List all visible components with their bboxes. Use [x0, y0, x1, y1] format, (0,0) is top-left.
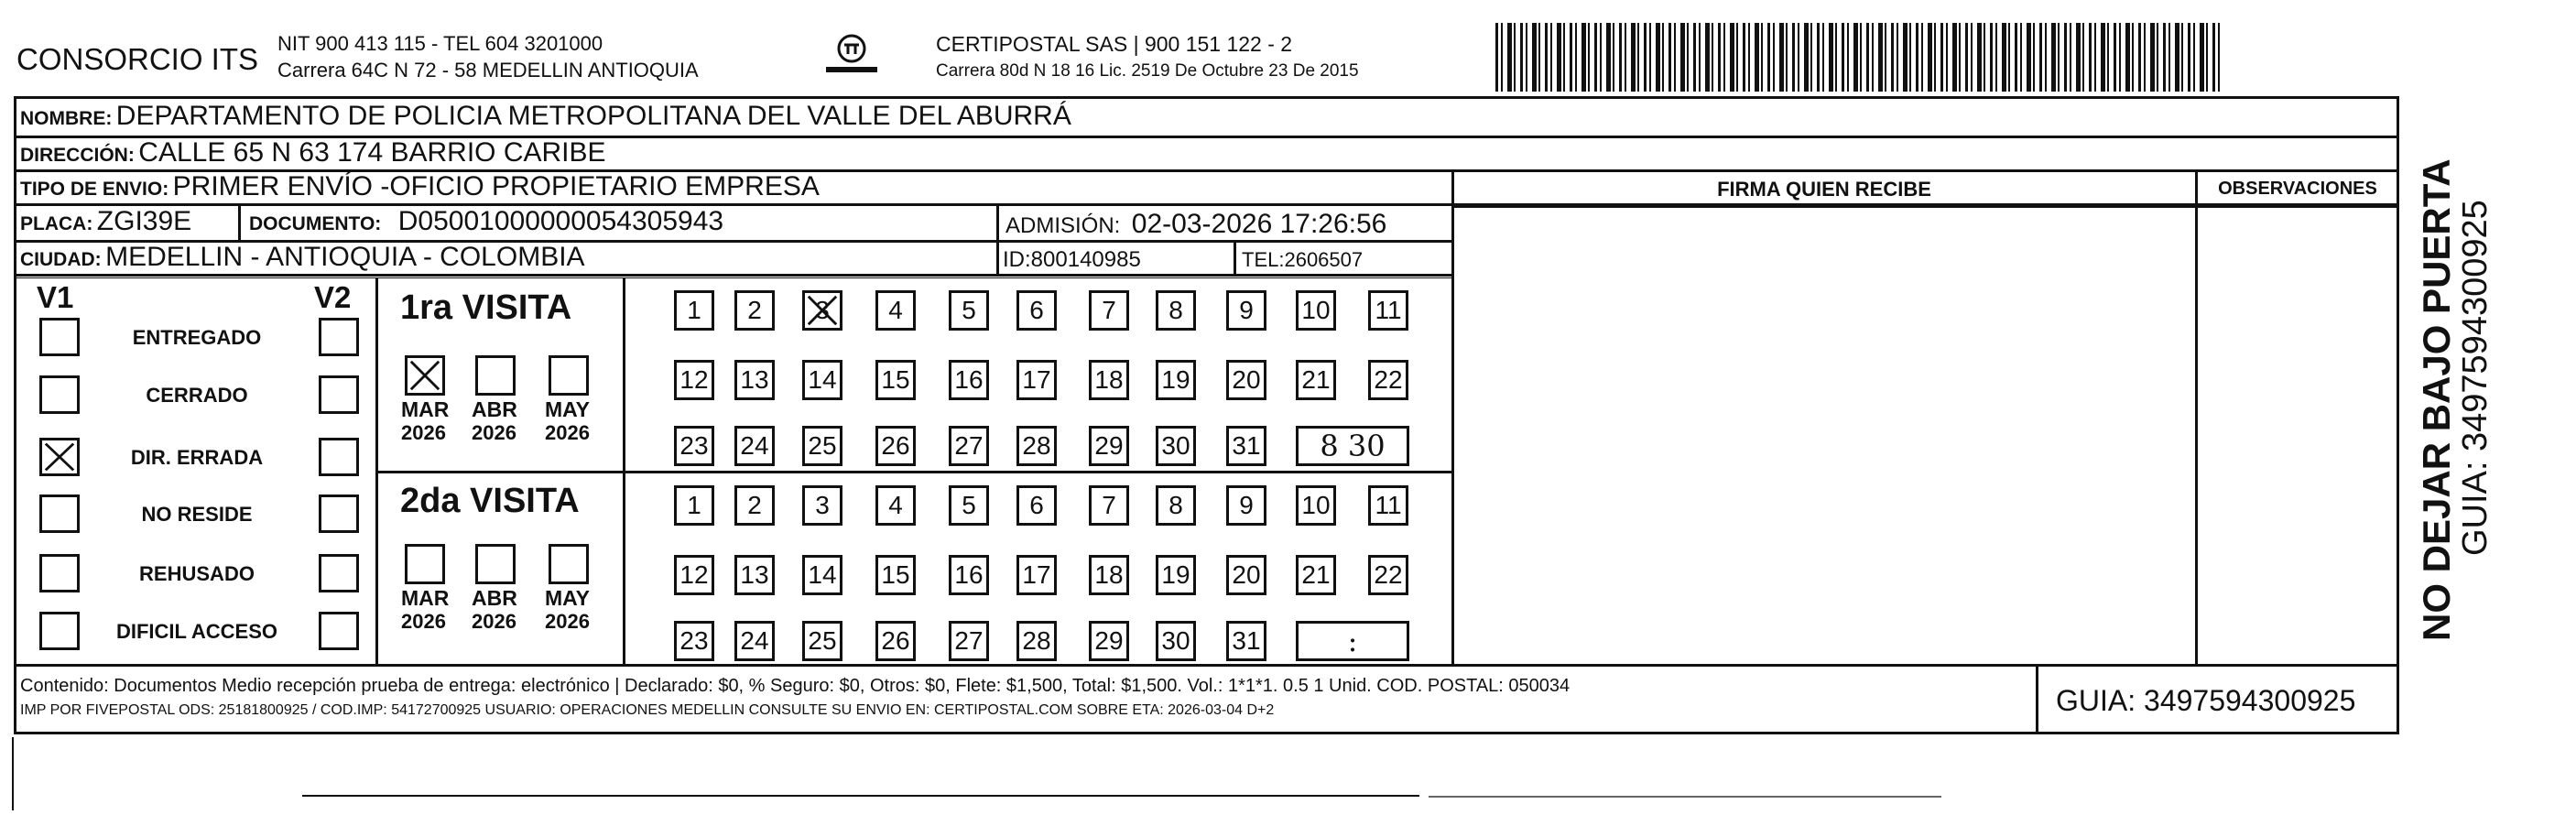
no-dejar-bajo-puerta: NO DEJAR BAJO PUERTA [2415, 158, 2458, 641]
day-number: 9 [1239, 491, 1254, 519]
certipostal-logo-icon [815, 32, 888, 78]
first-visit-year-label: 2026 [472, 421, 516, 444]
first-visit-day-box[interactable] [1368, 290, 1408, 331]
day-number: 20 [1232, 365, 1261, 394]
second-visit-time-box[interactable] [1296, 621, 1409, 661]
second-visit-month-checkbox[interactable] [405, 544, 445, 584]
first-visit-day-box[interactable] [1156, 360, 1196, 400]
day-number: 17 [1022, 365, 1051, 394]
footer-guia: GUIA: 3497594300925 [2056, 684, 2356, 717]
second-visit-day-box[interactable] [1296, 485, 1336, 526]
v1-checkbox[interactable] [39, 318, 80, 356]
second-visit-day-box[interactable] [674, 485, 714, 526]
day-number: 28 [1022, 626, 1051, 655]
direccion-label: DIRECCIÓN: [20, 145, 135, 166]
v2-checkbox[interactable] [319, 554, 359, 592]
second-visit-day-box[interactable] [1368, 555, 1408, 595]
second-visit-day-box[interactable] [1089, 485, 1129, 526]
v2-checkbox[interactable] [319, 612, 359, 650]
firma-header: FIRMA QUIEN RECIBE [1717, 178, 1931, 201]
day-number: 4 [888, 296, 903, 324]
second-visit-day-box[interactable] [1226, 555, 1266, 595]
second-visit-day-box[interactable] [734, 485, 775, 526]
tel-value: 2606507 [1284, 248, 1364, 271]
first-visit-month-checkbox[interactable] [405, 355, 445, 396]
day-number: 17 [1022, 560, 1051, 589]
day-number: 14 [808, 365, 837, 394]
day-number: 5 [962, 491, 976, 519]
second-visit-day-box[interactable] [1016, 555, 1057, 595]
status-label: NO RESIDE [141, 503, 253, 526]
first-visit-day-box[interactable] [1226, 360, 1266, 400]
first-visit-day-box[interactable] [674, 360, 714, 400]
day-number: 15 [881, 560, 910, 589]
second-visit-day-box[interactable] [875, 555, 916, 595]
first-visit-day-box[interactable] [1156, 290, 1196, 331]
day-number: 3 [815, 491, 830, 519]
first-visit-year-label: 2026 [401, 421, 446, 444]
second-visit-day-box[interactable] [802, 555, 842, 595]
day-number: 30 [1161, 431, 1190, 460]
day-number: 7 [1102, 296, 1116, 324]
ciudad-label: CIUDAD: [20, 249, 102, 270]
day-number: 16 [954, 560, 984, 589]
status-label: ENTREGADO [132, 326, 262, 349]
second-visit-year-label: 2026 [401, 610, 446, 633]
day-number: 22 [1374, 560, 1403, 589]
first-visit-day-box[interactable] [1296, 360, 1336, 400]
day-number: 31 [1232, 431, 1261, 460]
second-visit-day-box[interactable] [1156, 485, 1196, 526]
day-number: 19 [1161, 365, 1190, 394]
day-number: 20 [1232, 560, 1261, 589]
first-visit-day-box[interactable] [734, 290, 775, 331]
v2-checkbox[interactable] [319, 318, 359, 356]
v2-label: V2 [314, 280, 352, 314]
v1-checkbox[interactable] [39, 375, 80, 414]
day-number: 14 [808, 560, 837, 589]
admision-label: ADMISIÓN: [1005, 213, 1121, 238]
second-visit-day-box[interactable] [949, 485, 989, 526]
barcode [1495, 23, 2224, 92]
day-number: 6 [1029, 491, 1044, 519]
first-visit-day-box[interactable] [1368, 360, 1408, 400]
footer-line-1: Contenido: Documentos Medio recepción prueba de entrega: electrónico | Declarado: $0, % Seguro: $0, Otros: $0, Flete: $1,500, Total: $1,500. Vol.: 1*1*1. 0.5 1 Unid. COD. POSTAL: 050034 [20, 676, 1571, 696]
second-visit-day-box[interactable] [949, 621, 989, 661]
observaciones-header: OBSERVACIONES [2218, 179, 2377, 199]
second-visit-day-box[interactable] [875, 621, 916, 661]
v1-checkbox[interactable] [39, 554, 80, 592]
id-label: ID: [1003, 247, 1031, 272]
first-visit-month-label: MAR [401, 397, 450, 421]
first-visit-day-box[interactable] [1226, 426, 1266, 466]
day-number: 27 [954, 626, 984, 655]
id-value: 800140985 [1030, 247, 1141, 272]
day-number: 4 [888, 491, 903, 519]
direccion-value: CALLE 65 N 63 174 BARRIO CARIBE [138, 137, 606, 168]
second-visit-day-box[interactable] [1296, 555, 1336, 595]
day-number: 25 [808, 626, 837, 655]
first-visit-day-box[interactable] [1016, 290, 1057, 331]
first-visit-day-box[interactable] [1156, 426, 1196, 466]
second-visit-day-box[interactable] [674, 555, 714, 595]
second-visit-day-box[interactable] [1016, 621, 1057, 661]
second-visit-day-box[interactable] [949, 555, 989, 595]
second-visit-time-value: : [1347, 624, 1358, 658]
second-visit-day-box[interactable] [1226, 621, 1266, 661]
first-visit-year-label: 2026 [545, 421, 590, 444]
day-number: 15 [881, 365, 910, 394]
v1-checkbox[interactable] [39, 438, 80, 476]
day-number: 26 [881, 626, 910, 655]
v1-label: V1 [37, 280, 74, 314]
first-visit-day-box[interactable] [949, 426, 989, 466]
carrier-line: CERTIPOSTAL SAS | 900 151 122 - 2 [936, 32, 1293, 56]
day-number: 13 [740, 560, 769, 589]
sender-name: CONSORCIO ITS [16, 42, 259, 76]
second-visit-year-label: 2026 [472, 610, 516, 633]
day-number: 2 [747, 296, 762, 324]
first-visit-day-box[interactable] [674, 426, 714, 466]
first-visit-month-label: ABR [472, 397, 517, 421]
day-number: 23 [679, 626, 709, 655]
v1-checkbox[interactable] [39, 612, 80, 650]
first-visit-day-box[interactable] [1226, 290, 1266, 331]
second-visit-day-box[interactable] [1089, 621, 1129, 661]
nombre-label: NOMBRE: [20, 108, 113, 129]
day-number: 12 [679, 365, 709, 394]
day-number: 1 [687, 491, 701, 519]
second-visit-year-label: 2026 [545, 610, 590, 633]
day-number: 28 [1022, 431, 1051, 460]
second-visit-title: 2da VISITA [400, 482, 580, 520]
second-visit-month-label: MAR [401, 586, 450, 610]
day-number: 11 [1375, 491, 1402, 519]
second-visit-day-box[interactable] [734, 621, 775, 661]
second-visit-day-box[interactable] [1156, 555, 1196, 595]
day-number: 21 [1301, 365, 1331, 394]
first-visit-time-value: 8 30 [1320, 429, 1386, 463]
first-visit-day-box[interactable] [1016, 426, 1057, 466]
second-visit-day-box[interactable] [1368, 485, 1408, 526]
second-visit-day-box[interactable] [674, 621, 714, 661]
day-number: 8 [1168, 296, 1183, 324]
status-label: REHUSADO [139, 562, 255, 585]
first-visit-time-box[interactable] [1296, 426, 1409, 466]
first-visit-day-box[interactable] [802, 290, 842, 331]
second-visit-day-box[interactable] [802, 485, 842, 526]
day-number: 5 [962, 296, 976, 324]
sender-address: Carrera 64C N 72 - 58 MEDELLIN ANTIOQUIA [277, 59, 699, 82]
side-guia: GUIA: 3497594300925 [2456, 200, 2494, 556]
day-number: 23 [679, 431, 709, 460]
day-number: 19 [1161, 560, 1190, 589]
second-visit-month-label: ABR [472, 586, 517, 610]
day-number: 10 [1301, 296, 1331, 324]
v2-checkbox[interactable] [319, 494, 359, 533]
day-number: 24 [740, 431, 769, 460]
tipo-envio-label: TIPO DE ENVIO: [20, 179, 169, 200]
day-number: 30 [1161, 626, 1190, 655]
second-visit-day-box[interactable] [1016, 485, 1057, 526]
first-visit-title: 1ra VISITA [400, 288, 572, 327]
first-visit-day-box[interactable] [1089, 426, 1129, 466]
first-visit-day-box[interactable] [802, 360, 842, 400]
second-visit-day-box[interactable] [1156, 621, 1196, 661]
first-visit-day-box[interactable] [802, 426, 842, 466]
first-visit-day-box[interactable] [734, 426, 775, 466]
day-number: 13 [740, 365, 769, 394]
day-number: 11 [1375, 296, 1402, 324]
first-visit-day-box[interactable] [1089, 290, 1129, 331]
day-number: 10 [1301, 491, 1331, 519]
v2-checkbox[interactable] [319, 375, 359, 414]
day-number: 3 [815, 296, 830, 324]
tel-label: TEL: [1242, 248, 1285, 271]
tipo-envio-value: PRIMER ENVÍO -OFICIO PROPIETARIO EMPRESA [172, 171, 820, 201]
first-visit-month-checkbox[interactable] [475, 355, 516, 396]
status-label: CERRADO [146, 384, 248, 407]
day-number: 6 [1029, 296, 1044, 324]
first-visit-day-box[interactable] [949, 360, 989, 400]
v2-checkbox[interactable] [319, 438, 359, 476]
second-visit-month-checkbox[interactable] [475, 544, 516, 584]
second-visit-month-checkbox[interactable] [549, 544, 589, 584]
first-visit-day-box[interactable] [875, 360, 916, 400]
day-number: 27 [954, 431, 984, 460]
second-visit-day-box[interactable] [734, 555, 775, 595]
day-number: 22 [1374, 365, 1403, 394]
day-number: 8 [1168, 491, 1183, 519]
first-visit-day-box[interactable] [875, 290, 916, 331]
day-number: 18 [1094, 560, 1124, 589]
day-number: 1 [687, 296, 701, 324]
nombre-value: DEPARTAMENTO DE POLICIA METROPOLITANA DEL VALLE DEL ABURRÁ [115, 101, 1071, 131]
ciudad-value: MEDELLIN - ANTIOQUIA - COLOMBIA [105, 242, 585, 272]
placa-value: ZGI39E [96, 206, 192, 236]
day-number: 21 [1301, 560, 1331, 589]
documento-label: DOCUMENTO: [249, 213, 382, 234]
day-number: 25 [808, 431, 837, 460]
first-visit-day-box[interactable] [1016, 360, 1057, 400]
second-visit-day-box[interactable] [1226, 485, 1266, 526]
first-visit-day-box[interactable] [1089, 360, 1129, 400]
day-number: 2 [747, 491, 762, 519]
first-visit-month-label: MAY [545, 397, 590, 421]
first-visit-day-box[interactable] [949, 290, 989, 331]
day-number: 9 [1239, 296, 1254, 324]
second-visit-day-box[interactable] [1089, 555, 1129, 595]
day-number: 16 [954, 365, 984, 394]
second-visit-day-box[interactable] [802, 621, 842, 661]
carrier-address: Carrera 80d N 18 16 Lic. 2519 De Octubre 23 De 2015 [936, 61, 1359, 81]
day-number: 26 [881, 431, 910, 460]
day-number: 29 [1094, 431, 1124, 460]
day-number: 31 [1232, 626, 1261, 655]
sender-nit: NIT 900 413 115 - TEL 604 3201000 [277, 32, 603, 55]
footer-line-2: IMP POR FIVEPOSTAL ODS: 25181800925 / COD.IMP: 54172700925 USUARIO: OPERACIONES MEDELLIN CONSULTE SU ENVIO EN: CERTIPOSTAL.COM SOBRE ETA: 2026-03-04 D+2 [20, 702, 1275, 718]
v1-checkbox[interactable] [39, 494, 80, 533]
day-number: 24 [740, 626, 769, 655]
first-visit-day-box[interactable] [734, 360, 775, 400]
day-number: 7 [1102, 491, 1116, 519]
first-visit-day-box[interactable] [674, 290, 714, 331]
first-visit-day-box[interactable] [875, 426, 916, 466]
admision-value: 02-03-2026 17:26:56 [1131, 209, 1387, 239]
documento-value: D05001000000054305943 [397, 206, 724, 236]
second-visit-day-box[interactable] [875, 485, 916, 526]
day-number: 18 [1094, 365, 1124, 394]
day-number: 12 [679, 560, 709, 589]
second-visit-month-label: MAY [545, 586, 590, 610]
day-number: 29 [1094, 626, 1124, 655]
status-label: DIFICIL ACCESO [115, 620, 277, 643]
status-label: DIR. ERRADA [130, 446, 264, 469]
first-visit-day-box[interactable] [1296, 290, 1336, 331]
first-visit-month-checkbox[interactable] [549, 355, 589, 396]
placa-label: PLACA: [20, 213, 93, 234]
